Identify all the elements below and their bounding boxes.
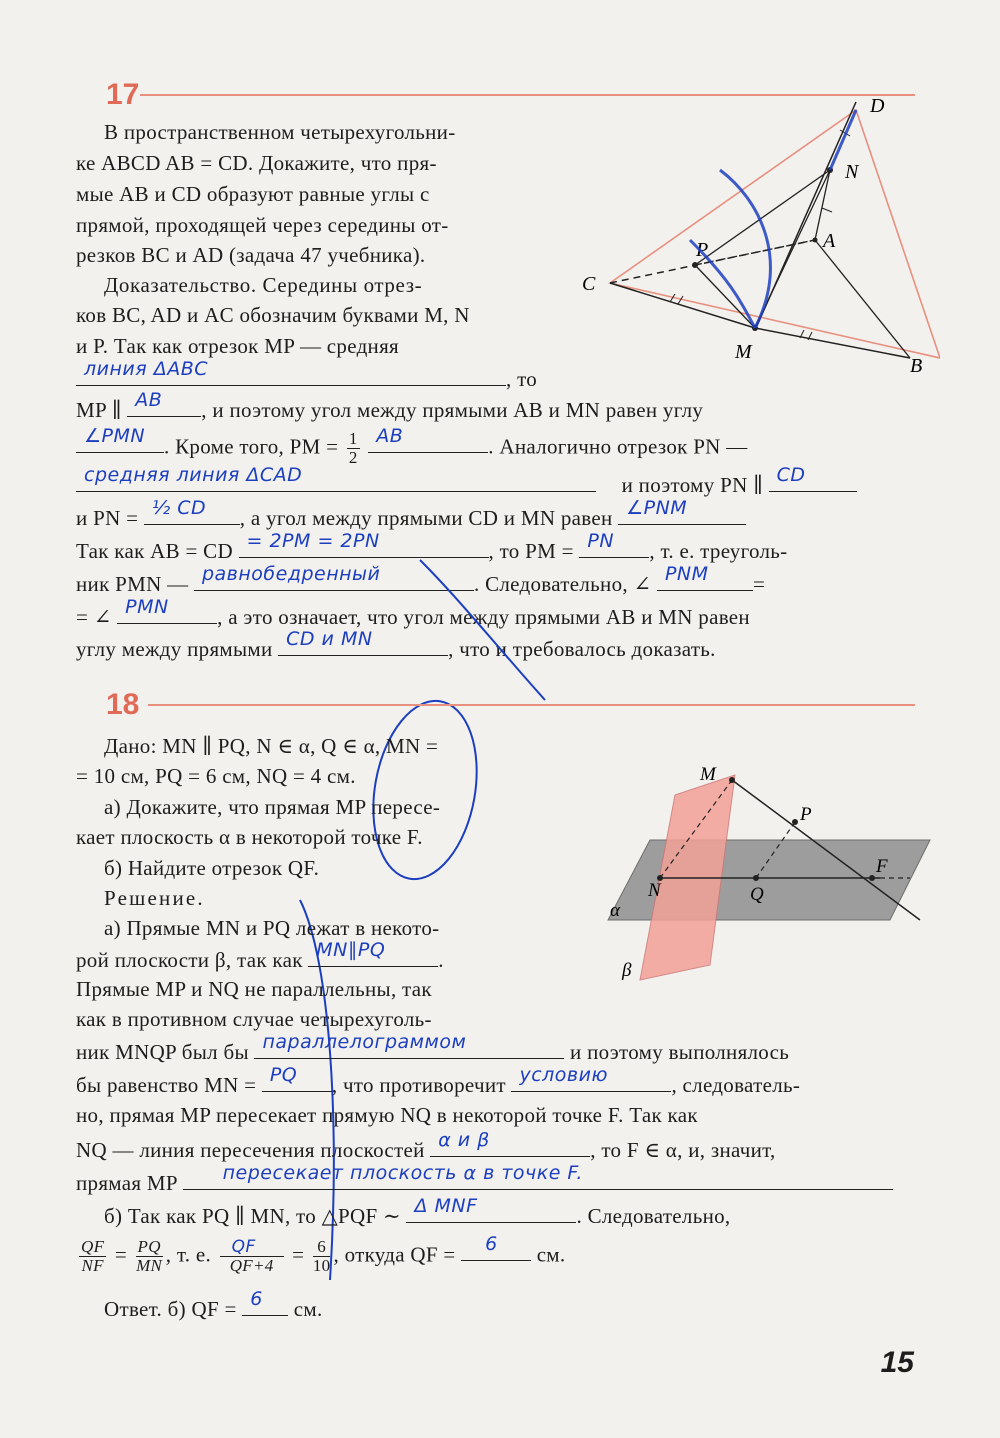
p18-text: рой плоскости β, так как (76, 948, 303, 972)
p18-text: бы равенство MN = (76, 1073, 257, 1097)
p17-text: , и поэтому угол между прямыми AB и MN равен углу (201, 398, 704, 422)
p18-text: см. (536, 1242, 566, 1267)
p18-text: , что противоречит (331, 1073, 506, 1097)
p17-text: . Кроме того, PM = (164, 434, 339, 459)
handwritten-answer: ∠PNM (626, 497, 688, 519)
handwritten-answer: 6 (250, 1288, 263, 1310)
handwritten-answer: ∠PMN (84, 425, 146, 448)
p17-text: = ∠ (76, 605, 112, 629)
page-number: 15 (880, 1346, 914, 1379)
p17-text: и поэтому PN ∥ (621, 473, 764, 497)
handwritten-answer: параллелограммом (262, 1031, 467, 1053)
p17-text: углу между прямыми (76, 637, 273, 661)
problem-17-number: 17 (106, 78, 140, 111)
p18-line: как в противном случае четырехуголь- (76, 1007, 432, 1031)
handwritten-answer: MN∥PQ (316, 939, 386, 961)
handwritten-answer: линия ΔABC (84, 358, 209, 380)
p18-text: , следователь- (671, 1073, 801, 1097)
p17-text: , то PM = (488, 539, 574, 563)
problem-18-text: Дано: MN ∥ PQ, N ∈ α, Q ∈ α, MN = = 10 см, PQ = 6 см, NQ = 4 см. а) Докажите, что прямая MP пересе- кает плоскость α в некоторой точке F. б) Найдите отрезок QF. Решение. а) Прямые MN и PQ лежат в некото- рой плоскости β, так как MN∥PQ . Прямые MP и NQ не параллельны, так как в противном случае четырехуголь- ник MNQP был бы параллелограммом и поэтому выполнялось бы равенство MN = PQ , что противоречит условию , следователь- но, прямая MP пересекает прямую NQ в некоторой точке F. Так как NQ — линия пересечения плоскостей α и β , то F ∈ α, и, значит, прямая MP пересекает плоскость α в точке F. б) Так как PQ ∥ MN, то △PQF ∼ Δ MNF . Следовательно, $\frac{QF}{NF}$ = $\frac{PQ}{MN}$ , т. е. $\frac{QF}{QF+4}$ = $\frac{6}{10}$ , откуда QF = 6 см. Ответ. б) QF = 6 см. (76, 0, 976, 1340)
handwritten-answer: α и β (438, 1129, 490, 1151)
p17-text: Так как AB = CD (76, 539, 233, 563)
label-m: M (735, 341, 752, 363)
problem-18-number: 18 (106, 688, 140, 721)
p18-line: = 10 см, PQ = 6 см, NQ = 4 см. (76, 764, 356, 788)
p18-text: б) Так как PQ ∥ MN, то △PQF ∼ (104, 1204, 401, 1228)
p18-line: кает плоскость α в некоторой точке F. (76, 825, 423, 849)
fraction-one-half: $\frac{1}{2}$ (348, 429, 358, 467)
handwritten-answer: пересекает плоскость α в точке F. (222, 1162, 583, 1184)
handwritten-answer: = 2PM = 2PN (246, 530, 380, 552)
planes-figure (600, 760, 940, 1000)
p18-text: . (438, 948, 444, 972)
p17-text: MP ∥ (76, 398, 122, 422)
p17-line: ков BC, AD и AC обозначим буквами M, N (76, 303, 470, 327)
p18-line: а) Докажите, что прямая MP пересе- (104, 795, 441, 819)
p17-line: Доказательство. Середины отрез- (104, 273, 423, 297)
p18-text: прямая MP (76, 1171, 178, 1195)
answer-blank[interactable] (262, 1064, 332, 1092)
p17-text: ник PMN — (76, 572, 189, 596)
fraction-qf-nf: $\frac{QF}{NF}$ (81, 1237, 105, 1275)
p18-text: см. (293, 1297, 323, 1321)
label-n: N (845, 161, 859, 183)
answer-blank[interactable] (308, 939, 438, 967)
handwritten-answer: AB (376, 425, 404, 448)
p17-line: В пространственном четырехугольни- (104, 120, 456, 144)
answer-blank[interactable] (511, 1064, 671, 1092)
handwritten-answer: 6 (485, 1233, 498, 1256)
p18-text: , т. е. (165, 1242, 212, 1267)
handwritten-answer: PN (587, 530, 615, 552)
handwritten-answer: Δ MNF (414, 1195, 478, 1217)
label-b: B (910, 355, 923, 377)
fraction-pq-mn: $\frac{PQ}{MN}$ (136, 1237, 163, 1275)
label-beta: β (622, 960, 632, 981)
p17-text: , то (506, 367, 538, 391)
label-f: F (876, 856, 888, 877)
handwritten-answer: PQ (269, 1064, 298, 1086)
handwritten-answer: PMN (125, 596, 169, 618)
handwritten-answer: средняя линия ΔCAD (84, 464, 303, 486)
p17-line: резков BC и AD (задача 47 учебника). (76, 243, 426, 267)
p17-text: , т. е. треуголь- (649, 539, 788, 563)
p18-text: . Следовательно, (576, 1204, 731, 1228)
p18-line: Прямые MP и NQ не параллельны, так (76, 977, 432, 1001)
label-p: P (696, 239, 709, 261)
p17-text: . Следовательно, ∠ (473, 572, 652, 596)
p17-text: , а это означает, что угол между прямыми AB и MN равен (217, 605, 750, 629)
label-a: A (823, 230, 836, 252)
handwritten-answer: CD (776, 464, 806, 486)
answer-blank[interactable] (183, 1162, 893, 1190)
p17-text: и PN = (76, 506, 139, 530)
p17-text: , что и требовалось доказать. (448, 637, 716, 661)
answer-blank[interactable] (242, 1288, 288, 1316)
fraction-6-10: $\frac{6}{10}$ (312, 1237, 331, 1275)
p17-line: и P. Так как отрезок MP — средняя (76, 334, 400, 358)
handwritten-answer: ½ CD (151, 497, 207, 519)
answer-blank[interactable] (254, 1031, 564, 1059)
p18-line: Дано: MN ∥ PQ, N ∈ α, Q ∈ α, MN = (104, 734, 439, 758)
answer-blank[interactable] (406, 1195, 576, 1223)
label-q: Q (750, 884, 764, 905)
p17-text: . Аналогично отрезок PN — (488, 434, 748, 459)
p18-line: Решение. (104, 886, 205, 910)
p18-text: , то F ∈ α, и, значит, (590, 1138, 776, 1162)
label-alpha: α (610, 900, 620, 921)
p18-text: ник MNQP был бы (76, 1040, 249, 1064)
p17-text: , а угол между прямыми CD и MN равен (239, 506, 613, 530)
p17-line: прямой, проходящей через середины от- (76, 213, 449, 237)
p18-text: NQ — линия пересечения плоскостей (76, 1138, 425, 1162)
handwritten-answer: равнобедренный (201, 563, 381, 585)
p18-line: а) Прямые MN и PQ лежат в некото- (104, 916, 440, 940)
answer-label: Ответ. б) QF = (104, 1297, 237, 1321)
p18-line: но, прямая MP пересекает прямую NQ в некоторой точке F. Так как (76, 1103, 698, 1127)
label-d: D (870, 95, 885, 117)
handwritten-answer: AB (135, 389, 163, 411)
p18-line: б) Найдите отрезок QF. (104, 856, 320, 880)
fraction-qf-qf4[interactable]: $\frac{QF}{QF+4}$ (220, 1238, 284, 1275)
handwritten-answer: PNM (664, 563, 709, 585)
label-n: N (648, 880, 661, 901)
answer-blank[interactable] (430, 1129, 590, 1157)
handwritten-answer: CD и MN (286, 628, 373, 650)
label-c: C (582, 273, 596, 295)
p17-line: мые AB и CD образуют равные углы с (76, 182, 430, 206)
handwritten-answer: условию (519, 1064, 608, 1086)
handwritten-answer: QF (231, 1237, 256, 1257)
p18-text: и поэтому выполнялось (570, 1040, 790, 1064)
p17-line: ке ABCD AB = CD. Докажите, что пря- (76, 151, 437, 175)
p17-text: = (752, 572, 766, 596)
answer-blank[interactable] (461, 1233, 531, 1261)
p18-text: , откуда QF = (333, 1242, 456, 1267)
label-p: P (800, 804, 812, 825)
label-m: M (700, 764, 716, 785)
